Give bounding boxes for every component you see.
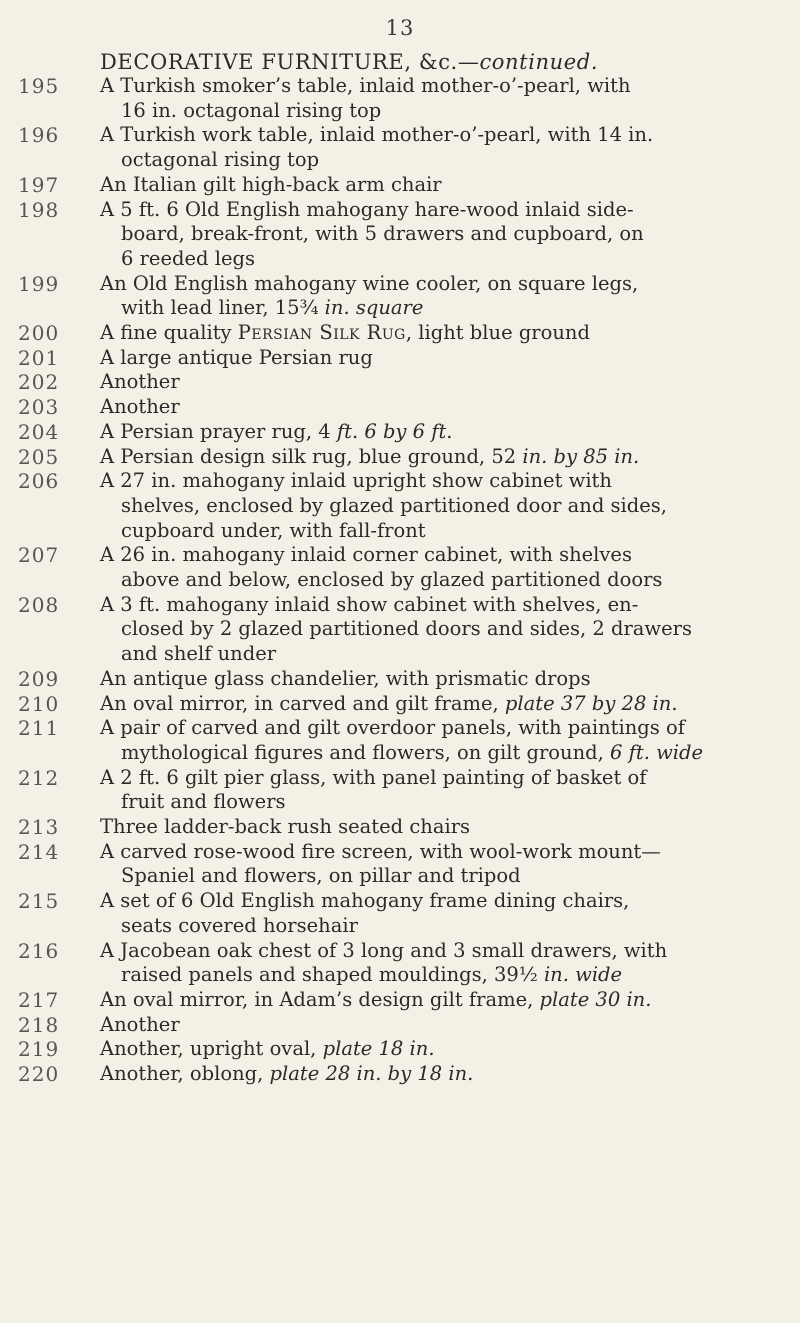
lot-description-line: A 2 ft. 6 gilt pier glass, with panel painting of basket of: [100, 765, 647, 789]
lot-number: 208: [18, 592, 60, 617]
lot-number: 215: [18, 889, 60, 914]
section-title: DECORATIVE FURNITURE, &c.—: [100, 50, 480, 74]
lot-description: [100, 840, 790, 889]
lot-number: 210: [18, 691, 60, 716]
lot-description: [100, 1037, 790, 1062]
lot-description: [100, 370, 790, 395]
lot-description: [100, 1013, 790, 1038]
lot-number: 196: [18, 123, 60, 148]
lot-description-line: with lead liner, 15¾ in. square: [121, 296, 424, 320]
lot-description-line: A Persian design silk rug, blue ground, 52 in. by 85 in.: [100, 444, 640, 468]
lot-description-line: A Turkish smoker’s table, inlaid mother-o’-pearl, with: [100, 74, 631, 97]
lot-description-line: A carved rose-wood fire screen, with wool-work mount—: [100, 839, 661, 863]
lot-description-line: 16 in. octagonal rising top: [121, 98, 382, 122]
lot-description-line: A large antique Persian rug: [100, 345, 373, 369]
lot-description-line: A Persian prayer rug, 4 ft. 6 by 6 ft.: [100, 419, 453, 443]
lot-number: 217: [18, 987, 60, 1012]
lot-description-line: An oval mirror, in Adam’s design gilt frame, plate 30 in.: [100, 987, 652, 1011]
lot-description: [100, 123, 790, 172]
lot-number: 201: [18, 345, 60, 370]
lot-number: 209: [18, 666, 60, 691]
lot-description: [100, 939, 790, 988]
lot-description: [100, 321, 790, 346]
section-continued: continued.: [479, 50, 599, 74]
lot-description-line: Another, oblong, plate 28 in. by 18 in.: [100, 1062, 474, 1085]
section-header: [100, 50, 598, 74]
lot-description-line: Another: [100, 1012, 180, 1036]
lot-description-line: A 3 ft. mahogany inlaid show cabinet with shelves, en-: [100, 592, 639, 616]
lot-description-line: Another: [100, 395, 180, 419]
lot-description-line: raised panels and shaped mouldings, 39½ in. wide: [121, 963, 623, 987]
lot-description: [100, 395, 790, 420]
lot-description-line: mythological figures and flowers, on gilt ground, 6 ft. wide: [121, 740, 704, 764]
lot-description-line: A Jacobean oak chest of 3 long and 3 small drawers, with: [100, 938, 668, 962]
lot-number: 206: [18, 469, 60, 494]
lot-description-line: A 27 in. mahogany inlaid upright show cabinet with: [100, 469, 612, 493]
lot-number: 219: [18, 1037, 60, 1062]
lot-number: 198: [18, 197, 60, 222]
lot-description-line: closed by 2 glazed partitioned doors and sides, 2 drawers: [121, 617, 692, 641]
lot-number: 213: [18, 815, 60, 839]
lot-number: 200: [18, 321, 60, 345]
lot-number: 207: [18, 543, 60, 568]
lot-description: [100, 420, 790, 445]
page-number: 13: [385, 16, 415, 40]
lot-description-line: A 5 ft. 6 Old English mahogany hare-wood inlaid side-: [100, 197, 634, 221]
lot-description-line: A fine quality Persian Silk Rug, light blue ground: [100, 321, 590, 344]
lot-description-line: An Italian gilt high-back arm chair: [100, 172, 442, 196]
lot-number: 204: [18, 419, 60, 444]
lot-number: 214: [18, 839, 60, 864]
lot-description-line: A Turkish work table, inlaid mother-o’-pearl, with 14 in.: [100, 123, 654, 147]
lot-description: [100, 988, 790, 1013]
lot-number: 218: [18, 1012, 60, 1037]
lot-description: [100, 667, 790, 692]
lot-description: [100, 445, 790, 470]
lot-description: [100, 173, 790, 198]
lot-description-line: fruit and flowers: [121, 790, 286, 814]
lot-description: [100, 692, 790, 717]
lot-number: 216: [18, 938, 60, 963]
lot-number: 202: [18, 370, 60, 395]
lot-description-line: 6 reeded legs: [121, 246, 255, 270]
lot-description-line: octagonal rising top: [121, 148, 320, 172]
lot-number: 220: [18, 1062, 60, 1086]
lot-number: 197: [18, 172, 60, 197]
lot-description: [100, 593, 790, 667]
lot-number: 199: [18, 271, 60, 296]
lot-description: [100, 469, 790, 543]
lot-description: [100, 1062, 790, 1087]
lot-number: 211: [18, 716, 60, 741]
lot-description: [100, 543, 790, 592]
lot-description-line: and shelf under: [121, 642, 277, 666]
lot-number: 212: [18, 765, 60, 790]
lot-description-line: board, break-front, with 5 drawers and cupboard, on: [121, 222, 644, 246]
lot-description: [100, 74, 790, 123]
lot-description-line: A 26 in. mahogany inlaid corner cabinet, with shelves: [100, 543, 632, 567]
lot-description: [100, 272, 790, 321]
lot-description-line: cupboard under, with fall-front: [121, 518, 426, 542]
lot-description-line: An oval mirror, in carved and gilt frame, plate 37 by 28 in.: [100, 691, 678, 715]
lot-description-line: above and below, enclosed by glazed partitioned doors: [121, 568, 663, 591]
lot-description-line: Another: [100, 370, 180, 394]
lot-description: [100, 889, 790, 938]
lot-description-line: An antique glass chandelier, with prismatic drops: [100, 666, 591, 690]
lot-number: 205: [18, 444, 60, 469]
lot-description-line: Three ladder-back rush seated chairs: [100, 815, 471, 838]
lot-description: [100, 346, 790, 371]
lot-description-line: Spaniel and flowers, on pillar and tripod: [121, 864, 521, 888]
lot-description: [100, 815, 790, 840]
lot-description-line: Another, upright oval, plate 18 in.: [100, 1037, 435, 1061]
lot-description: [100, 198, 790, 272]
lot-description: [100, 766, 790, 815]
lot-number: 203: [18, 395, 60, 420]
lot-number: 195: [18, 74, 60, 98]
lot-description: [100, 716, 790, 765]
lot-description-line: seats covered horsehair: [121, 913, 358, 937]
lot-description-line: A pair of carved and gilt overdoor panels, with paintings of: [100, 716, 685, 740]
lot-description-line: A set of 6 Old English mahogany frame dining chairs,: [100, 889, 630, 913]
lot-description-line: An Old English mahogany wine cooler, on square legs,: [100, 271, 639, 295]
lot-description-line: shelves, enclosed by glazed partitioned door and sides,: [121, 493, 667, 517]
